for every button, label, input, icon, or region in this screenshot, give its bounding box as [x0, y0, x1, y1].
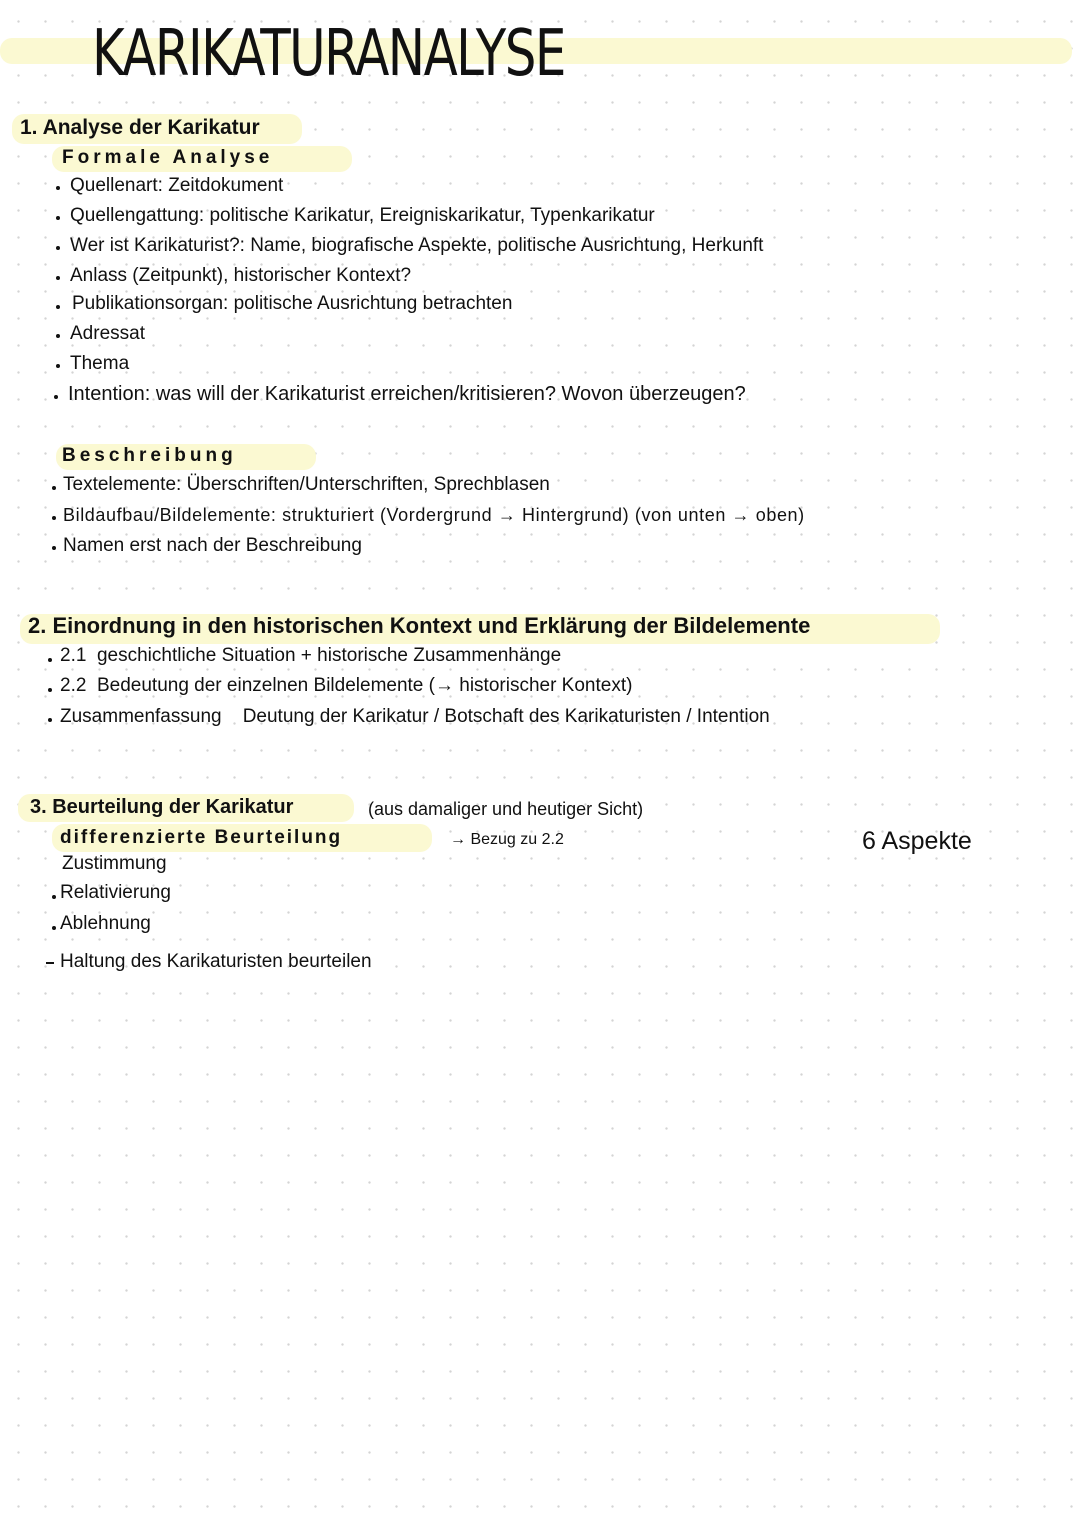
bullet-icon — [48, 718, 52, 722]
list-item: Thema — [70, 353, 130, 374]
list-item: 2.2 Bedeutung der einzelnen Bildelemente (→ historischer Kontext) — [60, 675, 633, 696]
list-item: Intention: was will der Karikaturist erreichen/kritisieren? Wovon überzeugen? — [68, 383, 746, 405]
bullet-icon — [52, 546, 56, 550]
section3-reference: → Bezug zu 2.2 — [450, 831, 564, 848]
list-item: Textelemente: Überschriften/Unterschriften, Sprechblasen — [63, 474, 550, 495]
bullet-icon — [52, 486, 56, 490]
bullet-icon — [56, 186, 60, 190]
bullet-icon — [56, 216, 60, 220]
section3-subheading: differenzierte Beurteilung — [60, 827, 343, 848]
bullet-icon — [52, 895, 56, 899]
list-item: Bildaufbau/Bildelemente: strukturiert (Vordergrund → Hintergrund) (von unten → oben) — [63, 505, 805, 525]
list-item: Publikationsorgan: politische Ausrichtung betrachten — [72, 293, 513, 314]
bullet-icon — [54, 395, 58, 399]
aspects-count: 6 Aspekte — [862, 827, 972, 855]
list-item: Haltung des Karikaturisten beurteilen — [60, 951, 372, 972]
list-item: Zusammenfassung Deutung der Karikatur / Botschaft des Karikaturisten / Intention — [60, 706, 770, 727]
bullet-icon — [56, 246, 60, 250]
section2-heading: 2. Einordnung in den historischen Kontext und Erklärung der Bildelemente — [28, 613, 811, 638]
bullet-icon — [56, 334, 60, 338]
bullet-icon — [48, 658, 52, 662]
list-item: Adressat — [70, 323, 145, 344]
bullet-icon — [56, 276, 60, 280]
list-item: Relativierung — [60, 882, 171, 903]
list-item: Quellengattung: politische Karikatur, Ereigniskarikatur, Typenkarikatur — [70, 205, 655, 226]
list-item: Anlass (Zeitpunkt), historischer Kontext? — [70, 265, 412, 286]
section1-heading: 1. Analyse der Karikatur — [20, 116, 260, 139]
list-item: Namen erst nach der Beschreibung — [63, 535, 362, 556]
bullet-icon — [56, 364, 60, 368]
list-item: Ablehnung — [60, 913, 151, 934]
bullet-icon — [56, 305, 60, 309]
dash-icon — [46, 962, 54, 964]
bullet-icon — [52, 516, 56, 520]
section3-note: (aus damaliger und heutiger Sicht) — [368, 799, 644, 819]
page-title: KARIKATURANALYSE — [92, 17, 565, 91]
description-heading: Beschreibung — [62, 445, 237, 466]
formal-analysis-heading: Formale Analyse — [62, 147, 274, 168]
list-item: Quellenart: Zeitdokument — [70, 175, 284, 196]
section3-heading: 3. Beurteilung der Karikatur — [30, 796, 294, 818]
list-item: 2.1 geschichtliche Situation + historische Zusammenhänge — [60, 645, 562, 666]
bullet-icon — [48, 688, 52, 692]
list-item: Zustimmung — [62, 853, 167, 874]
bullet-icon — [52, 926, 56, 930]
list-item: Wer ist Karikaturist?: Name, biografische Aspekte, politische Ausrichtung, Herkunft — [70, 235, 764, 256]
